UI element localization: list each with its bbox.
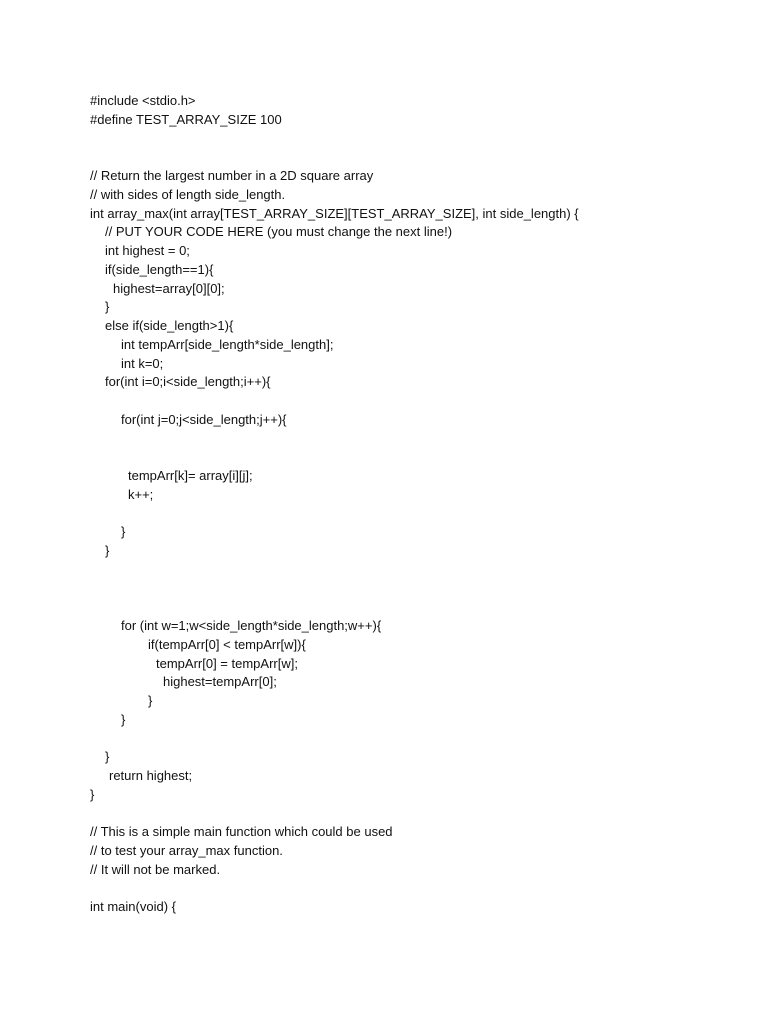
code-line: highest=array[0][0]; [113,280,225,296]
code-line [0,598,768,617]
code-line [0,448,768,467]
code-line [0,130,768,149]
code-line: } [148,693,153,708]
code-line [0,148,768,167]
code-line: // PUT YOUR CODE HERE (you must change the next line!) [105,224,453,240]
code-line: #define TEST_ARRAY_SIZE 100 [90,111,282,127]
code-line [0,430,768,449]
code-line: highest=tempArr[0]; [163,674,277,690]
code-line: // Return the largest number in a 2D square array [90,168,374,183]
code-line: #include <stdio.h> [90,93,196,108]
code-listing [0,92,768,917]
code-line: for(int j=0;j<side_length;j++){ [121,411,287,427]
code-line: return highest; [109,768,193,783]
code-line: tempArr[0] = tempArr[w]; [156,655,298,671]
code-line: if(side_length==1){ [105,261,214,277]
code-line: if(tempArr[0] < tempArr[w]){ [148,636,306,652]
code-line: int highest = 0; [105,243,190,258]
code-line: } [121,711,126,727]
code-line [0,392,768,411]
code-line: tempArr[k]= array[i][j]; [128,468,253,483]
code-line: } [105,749,110,765]
code-line: } [121,524,126,540]
code-line [0,880,768,899]
code-line [0,505,768,524]
code-line: int array_max(int array[TEST_ARRAY_SIZE][TEST_ARRAY_SIZE], int side_length) { [90,205,579,221]
code-line [0,580,768,599]
code-line [0,805,768,824]
code-line [0,730,768,749]
code-line [0,561,768,580]
code-line: int tempArr[side_length*side_length]; [121,336,334,352]
code-line: } [90,786,95,802]
code-line: k++; [128,486,154,502]
code-line: // to test your array_max function. [90,843,283,858]
code-line: } [105,543,110,558]
code-line: // It will not be marked. [90,861,221,877]
code-line: int main(void) { [90,899,176,915]
code-line: else if(side_length>1){ [105,318,234,333]
code-line: for (int w=1;w<side_length*side_length;w++){ [121,618,382,633]
code-line: // with sides of length side_length. [90,186,286,202]
code-line: } [105,299,110,315]
code-line: for(int i=0;i<side_length;i++){ [105,374,271,390]
code-line: int k=0; [121,355,164,371]
code-line: // This is a simple main function which could be used [90,824,393,840]
